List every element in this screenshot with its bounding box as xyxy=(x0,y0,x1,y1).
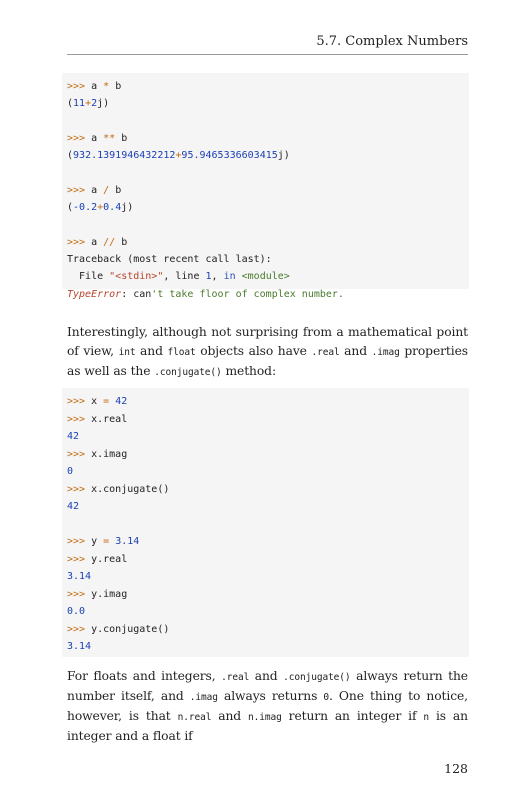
code-operand: b xyxy=(109,184,122,196)
code-paren: ( xyxy=(67,98,74,110)
code-line xyxy=(67,182,469,199)
code-line xyxy=(67,428,469,446)
code-line xyxy=(67,411,469,429)
traceback-filename: "<stdin>" xyxy=(109,271,164,283)
code-line xyxy=(67,78,469,95)
inline-code: .real xyxy=(311,347,340,358)
paragraph-int-float-properties xyxy=(67,323,468,382)
prompt-symbol: >>> xyxy=(67,184,92,196)
code-operator: + xyxy=(85,98,92,110)
paragraph-text: always returns xyxy=(217,689,324,703)
code-line xyxy=(67,113,469,130)
paragraph-text: method: xyxy=(221,364,276,378)
paragraph-text: properties as well as the xyxy=(67,344,468,378)
code-operator: + xyxy=(175,150,182,162)
code-line xyxy=(67,286,469,303)
code-operand: b xyxy=(109,81,122,92)
code-line xyxy=(67,638,469,656)
code-line xyxy=(67,463,469,481)
code-block-real-imag xyxy=(62,388,469,657)
code-output: 0.0 xyxy=(67,606,86,617)
code-operator: + xyxy=(97,202,104,214)
code-line xyxy=(67,481,469,499)
code-operand: b xyxy=(115,236,128,248)
prompt-symbol: >>> xyxy=(67,448,92,460)
inline-code: 0 xyxy=(323,692,329,703)
code-operator: * xyxy=(103,81,110,92)
traceback-keyword: in xyxy=(223,271,236,283)
code-line xyxy=(67,568,469,586)
paragraph-text: . One thing to notice, however, is that xyxy=(67,689,468,723)
code-line xyxy=(67,551,469,569)
code-line xyxy=(67,446,469,464)
code-number: 3.14 xyxy=(109,536,140,547)
code-expression: x.imag xyxy=(91,448,128,460)
code-line xyxy=(67,216,469,233)
code-number: 42 xyxy=(109,396,128,407)
code-expression: x.real xyxy=(91,413,128,425)
traceback-lineno: 1 xyxy=(205,271,212,283)
code-expression: y.real xyxy=(91,553,128,565)
paragraph-text: is an integer and a float if xyxy=(67,709,468,743)
paragraph-text: and xyxy=(339,344,372,358)
code-line xyxy=(67,95,469,112)
inline-code: .imag xyxy=(371,347,400,358)
prompt-symbol: >>> xyxy=(67,81,92,92)
code-line xyxy=(67,586,469,604)
error-type: TypeError xyxy=(67,288,122,300)
code-line xyxy=(67,147,469,164)
paragraph-text: and xyxy=(249,669,284,683)
inline-code: n xyxy=(423,712,430,723)
prompt-symbol: >>> xyxy=(67,623,92,635)
inline-code: .conjugate() xyxy=(283,672,351,683)
code-operator: = xyxy=(103,536,110,547)
prompt-symbol: >>> xyxy=(67,536,92,547)
inline-code: float xyxy=(167,347,196,358)
code-line xyxy=(67,621,469,639)
code-operand: a xyxy=(91,81,104,92)
inline-code: n.imag xyxy=(248,712,282,723)
code-operator: ** xyxy=(103,132,116,144)
paragraph-text: always return the number itself, and xyxy=(67,669,468,703)
traceback-text: File xyxy=(67,271,110,283)
traceback-text: , line xyxy=(163,271,206,283)
paragraph-text: and xyxy=(211,709,249,723)
paragraph-text: Interestingly, although not surprising from a mathematical point of view, xyxy=(67,325,468,358)
inline-code: n.real xyxy=(177,712,212,723)
code-line xyxy=(67,498,469,516)
code-output: 0 xyxy=(67,466,74,477)
code-block-complex-ops xyxy=(62,73,469,300)
code-number: -0.2 xyxy=(73,202,98,214)
code-number: 0.4 xyxy=(103,202,122,214)
code-line xyxy=(67,516,469,534)
prompt-symbol: >>> xyxy=(67,413,92,425)
code-line xyxy=(67,199,469,216)
prompt-symbol: >>> xyxy=(67,553,92,565)
code-number: 932.1391946432212 xyxy=(73,150,176,162)
prompt-symbol: >>> xyxy=(67,483,92,495)
code-operand: a xyxy=(91,236,104,248)
code-line xyxy=(67,268,469,285)
code-output: 42 xyxy=(67,501,80,512)
code-line xyxy=(67,603,469,621)
code-number: 2 xyxy=(91,98,98,110)
code-number: 95.9465336603415 xyxy=(181,150,278,162)
code-line xyxy=(67,533,469,551)
prompt-symbol: >>> xyxy=(67,236,92,248)
paragraph-text: objects also have xyxy=(195,344,312,358)
code-line xyxy=(67,130,469,147)
code-operand: b xyxy=(115,132,128,144)
code-operand: a xyxy=(91,132,104,144)
running-header xyxy=(67,34,468,55)
code-operator: / xyxy=(103,184,110,196)
inline-code: .real xyxy=(221,672,250,683)
code-paren: ( xyxy=(67,150,74,162)
paragraph-text: and xyxy=(135,344,168,358)
traceback-text: Traceback (most recent call last): xyxy=(67,253,272,265)
code-operator: = xyxy=(103,396,110,407)
code-variable: y xyxy=(91,536,104,547)
code-number: 11 xyxy=(73,98,86,110)
inline-code: .conjugate() xyxy=(154,367,222,378)
prompt-symbol: >>> xyxy=(67,588,92,600)
code-output: 3.14 xyxy=(67,641,92,652)
paragraph-text: For floats and integers, xyxy=(67,669,222,683)
paragraph-text: return an integer if xyxy=(281,709,424,723)
inline-code: int xyxy=(118,347,136,358)
prompt-symbol: >>> xyxy=(67,132,92,144)
code-paren: ( xyxy=(67,202,74,214)
code-variable: x xyxy=(91,396,104,407)
prompt-symbol: >>> xyxy=(67,396,92,407)
error-message: 't take floor of complex number. xyxy=(151,288,344,300)
code-operand: a xyxy=(91,184,104,196)
code-paren: j) xyxy=(277,150,290,162)
error-text: : can xyxy=(121,288,152,300)
paragraph-floats-integers xyxy=(67,667,468,746)
code-paren: j) xyxy=(121,202,134,214)
code-paren: j) xyxy=(97,98,110,110)
code-output: 3.14 xyxy=(67,571,92,582)
traceback-text: , xyxy=(211,271,224,283)
code-line xyxy=(67,393,469,411)
code-expression: x.conjugate() xyxy=(91,483,170,495)
code-line xyxy=(67,251,469,268)
code-output: 42 xyxy=(67,431,80,442)
code-line xyxy=(67,164,469,181)
inline-code: .imag xyxy=(189,692,218,703)
code-operator: // xyxy=(103,236,116,248)
traceback-module: <module> xyxy=(235,271,290,283)
code-expression: y.imag xyxy=(91,588,128,600)
code-line xyxy=(67,234,469,251)
code-expression: y.conjugate() xyxy=(91,623,170,635)
page-number: 128 xyxy=(444,761,468,776)
section-title: 5.7. Complex Numbers xyxy=(316,34,468,49)
